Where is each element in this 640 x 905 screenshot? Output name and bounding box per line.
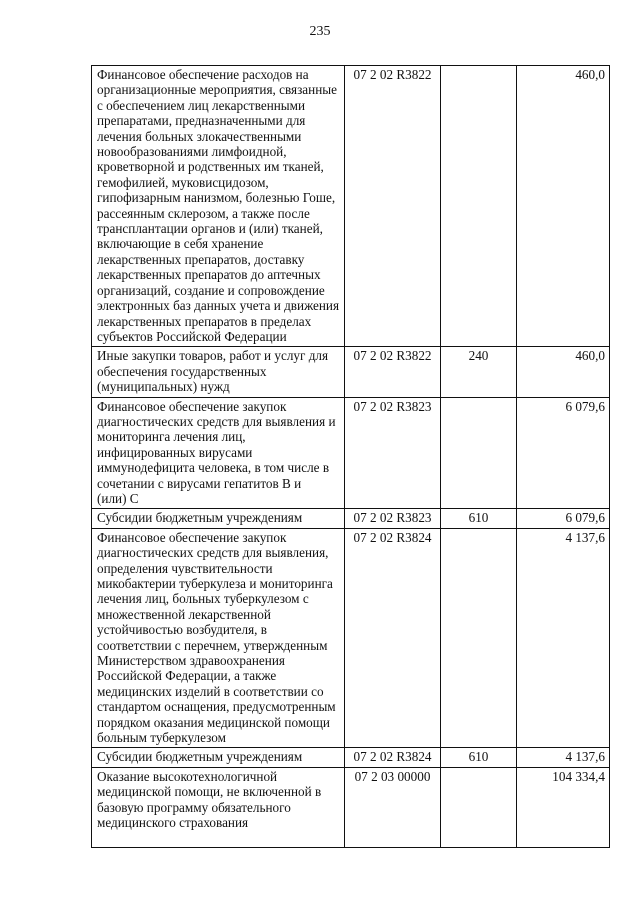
description-line: (или) С	[97, 490, 139, 506]
description-line: организаций, создание и сопровождение	[97, 282, 325, 298]
description-line: определения чувствительности	[97, 560, 273, 576]
description-line: гемофилией, муковисцидозом,	[97, 174, 269, 190]
row-code: 07 2 02 R3824	[345, 528, 441, 748]
description-line: (муниципальных) нужд	[97, 379, 230, 395]
description-line: Оказание высокотехнологичной	[97, 768, 278, 784]
description-line: лекарственных препаратов в пределах	[97, 313, 312, 329]
row-code: 07 2 03 00000	[345, 767, 441, 847]
description-line: Субсидии бюджетным учреждениям	[97, 510, 303, 526]
description-line: кроветворной и родственных им тканей,	[97, 159, 324, 175]
description-line: обеспечения государственных	[97, 363, 267, 379]
description-line: Финансовое обеспечение закупок	[97, 529, 287, 545]
row-code: 07 2 02 R3824	[345, 748, 441, 767]
row-expense-type	[441, 767, 517, 847]
row-expense-type: 240	[441, 347, 517, 397]
description-line: соответствии с перечнем, утвержденным	[97, 637, 328, 653]
table-row	[92, 767, 610, 847]
description-line: мониторинга лечения лиц,	[97, 429, 246, 445]
description-line: стандартом оснащения, предусмотренным	[97, 699, 336, 715]
row-amount: 6 079,6	[517, 397, 610, 509]
budget-table-body	[92, 66, 610, 848]
row-expense-type	[441, 397, 517, 509]
description-line: Российской Федерации, а также	[97, 668, 277, 684]
row-code: 07 2 02 R3822	[345, 347, 441, 397]
row-expense-type: 610	[441, 509, 517, 528]
row-description	[92, 528, 345, 748]
description-line: базовую программу обязательного	[97, 799, 291, 815]
description-line: медицинской помощи, не включенной в	[97, 784, 322, 800]
table-row	[92, 66, 610, 347]
description-line: Финансовое обеспечение закупок	[97, 398, 287, 414]
description-line: лекарственных препаратов, доставку	[97, 251, 305, 267]
description-line: включающие в себя хранение	[97, 236, 264, 252]
description-line: Субсидии бюджетным учреждениям	[97, 749, 303, 765]
description-line: диагностических средств для выявления и	[97, 413, 336, 429]
description-line: рассеянным склерозом, а также после	[97, 205, 310, 221]
row-description	[92, 509, 345, 528]
row-expense-type	[441, 528, 517, 748]
description-line: множественной лекарственной	[97, 606, 271, 622]
description-line: гипофизарным нанизмом, болезнью Гоше,	[97, 190, 336, 206]
row-amount: 460,0	[517, 66, 610, 347]
budget-table	[91, 65, 610, 848]
description-line: Иные закупки товаров, работ и услуг для	[97, 348, 329, 364]
description-line: препаратами, предназначенными для	[97, 113, 306, 129]
description-line: больным туберкулезом	[97, 730, 226, 746]
description-line: микобактерии туберкулеза и мониторинга	[97, 576, 333, 591]
row-description	[92, 397, 345, 509]
description-line: субъектов Российской Федерации	[97, 328, 287, 344]
description-line: устойчивостью возбудителя, в	[97, 622, 267, 638]
row-expense-type: 610	[441, 748, 517, 767]
description-line: инфицированных вирусами	[97, 444, 253, 460]
description-line: сочетании с вирусами гепатитов В и	[97, 475, 302, 491]
table-row	[92, 347, 610, 397]
description-line: диагностических средств для выявления,	[97, 545, 329, 561]
description-line: Министерством здравоохранения	[97, 653, 285, 669]
description-line: новообразованиями лимфоидной,	[97, 144, 287, 160]
description-line: Финансовое обеспечение расходов на	[97, 67, 309, 82]
row-amount: 4 137,6	[517, 748, 610, 767]
row-expense-type	[441, 66, 517, 347]
description-line: лечения больных злокачественными	[97, 128, 302, 144]
row-amount: 104 334,4	[517, 767, 610, 847]
table-row	[92, 748, 610, 767]
table-row	[92, 509, 610, 528]
description-line: медицинского страхования	[97, 815, 249, 831]
description-line: трансплантации органов и (или) тканей,	[97, 221, 323, 237]
description-line: лечения лиц, больных туберкулезом с	[97, 591, 309, 607]
description-line: медицинских изделий в соответствии со	[97, 683, 324, 699]
table-row	[92, 528, 610, 748]
description-line: порядком оказания медицинской помощи	[97, 714, 330, 730]
row-code: 07 2 02 R3822	[345, 66, 441, 347]
description-line: иммунодефицита человека, в том числе в	[97, 460, 330, 476]
row-description	[92, 767, 345, 847]
description-line: с обеспечением лиц лекарственными	[97, 97, 306, 113]
description-line: электронных баз данных учета и движения	[97, 298, 340, 314]
row-amount: 4 137,6	[517, 528, 610, 748]
page-number: 235	[309, 24, 331, 39]
row-description	[92, 748, 345, 767]
row-description	[92, 66, 345, 347]
row-code: 07 2 02 R3823	[345, 397, 441, 509]
description-line: организационные мероприятия, связанные	[97, 82, 337, 98]
row-amount: 6 079,6	[517, 509, 610, 528]
row-code: 07 2 02 R3823	[345, 509, 441, 528]
table-row	[92, 397, 610, 509]
row-amount: 460,0	[517, 347, 610, 397]
description-line: лекарственных препаратов до аптечных	[97, 267, 321, 283]
row-description	[92, 347, 345, 397]
